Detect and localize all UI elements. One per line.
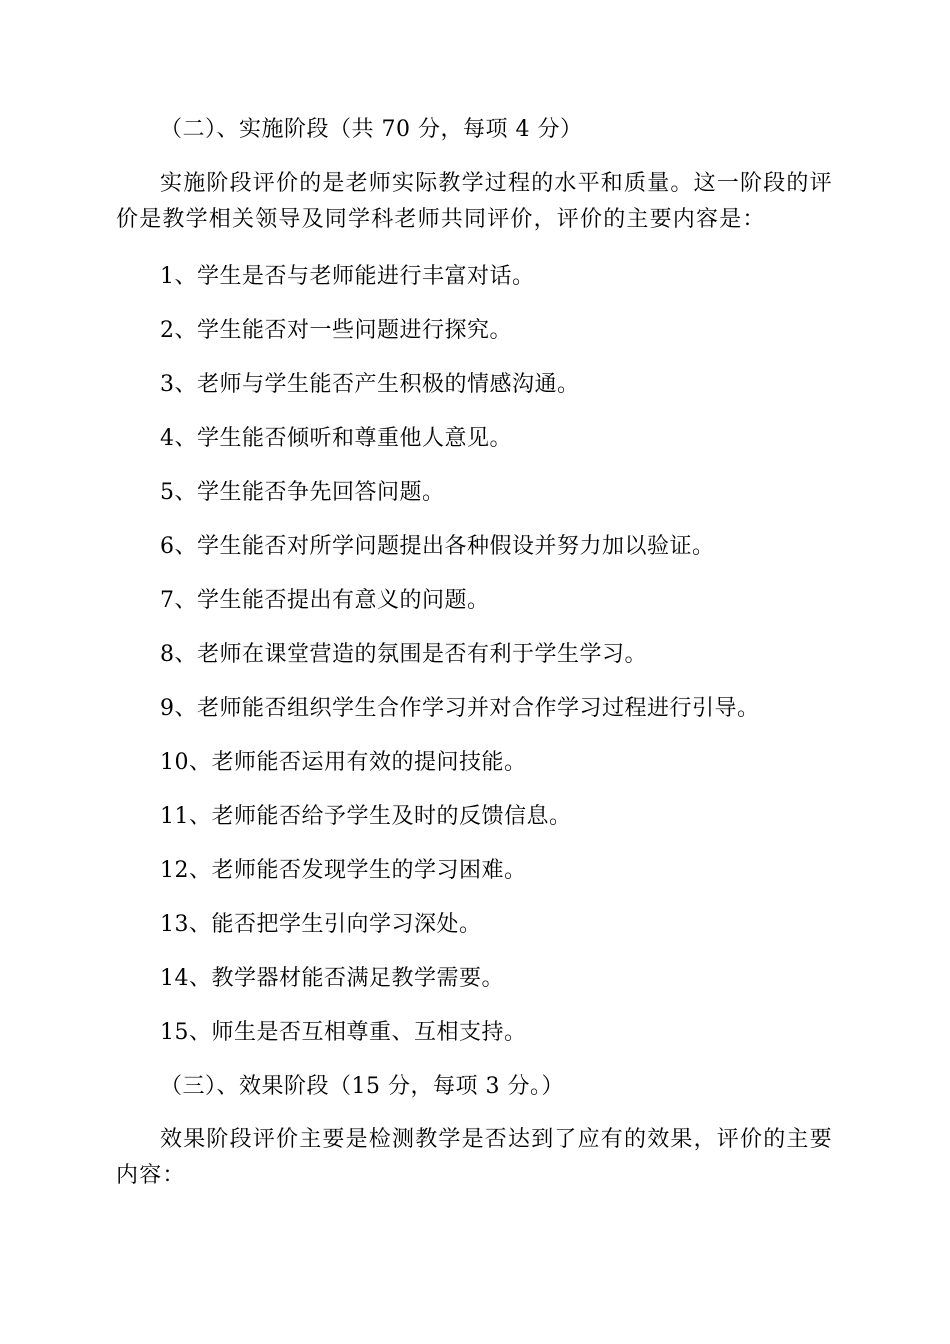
list-item: 13、能否把学生引向学习深处。 [160,912,482,937]
list-item: 8、老师在课堂营造的氛围是否有利于学生学习。 [160,642,647,667]
section-heading-implementation: （二）、实施阶段（共 70 分，每项 4 分） [160,117,583,142]
implementation-intro-paragraph: 实施阶段评价的是老师实际教学过程的水平和质量。这一阶段的评价是教学相关领导及同学科老师共同评价，评价的主要内容是： [116,171,833,232]
list-item: 15、师生是否互相尊重、互相支持。 [160,1020,527,1045]
section-heading-effect: （三）、效果阶段（15 分，每项 3 分。） [160,1074,564,1099]
list-item: 12、老师能否发现学生的学习困难。 [160,858,527,883]
list-item: 9、老师能否组织学生合作学习并对合作学习过程进行引导。 [160,696,760,721]
list-item: 2、学生能否对一些问题进行探究。 [160,318,512,343]
list-item: 7、学生能否提出有意义的问题。 [160,588,490,613]
list-item: 11、老师能否给予学生及时的反馈信息。 [160,804,572,829]
list-item: 5、学生能否争先回答问题。 [160,480,445,505]
list-item: 10、老师能否运用有效的提问技能。 [160,750,527,775]
list-item: 6、学生能否对所学问题提出各种假设并努力加以验证。 [160,534,715,559]
effect-intro-paragraph: 效果阶段评价主要是检测教学是否达到了应有的效果，评价的主要内容： [116,1127,833,1188]
list-item: 4、学生能否倾听和尊重他人意见。 [160,426,512,451]
list-item: 1、学生是否与老师能进行丰富对话。 [160,264,535,289]
list-item: 3、老师与学生能否产生积极的情感沟通。 [160,372,580,397]
list-item: 14、教学器材能否满足教学需要。 [160,966,504,991]
